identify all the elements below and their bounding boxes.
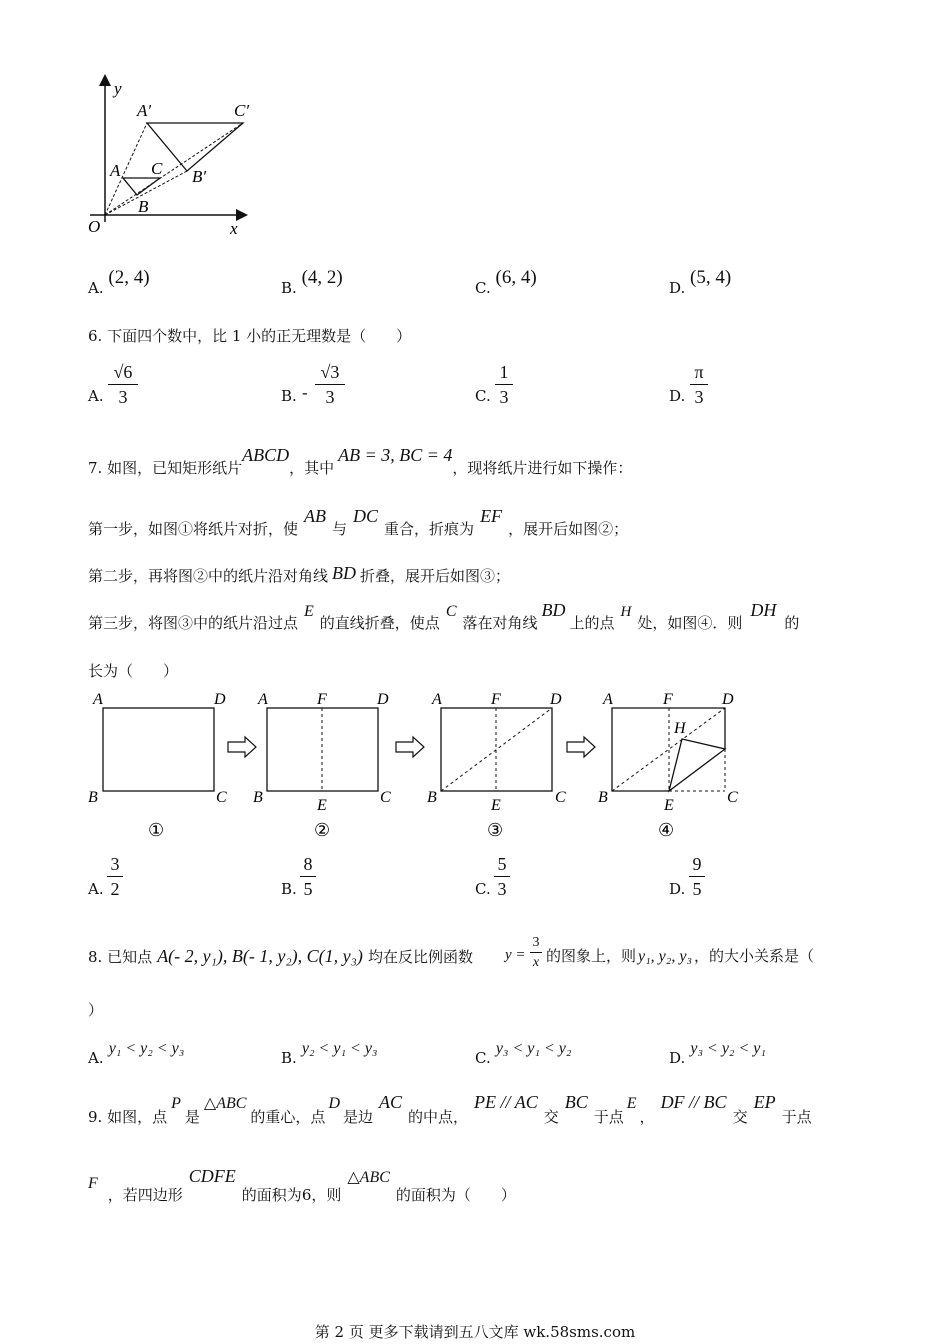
label-C: C (151, 159, 163, 178)
svg-text:A: A (432, 691, 442, 708)
svg-text:C: C (216, 789, 227, 806)
q7-option-c-letter[interactable]: C. (475, 880, 491, 898)
q7-option-b-letter[interactable]: B. (281, 880, 297, 898)
label-B: B (138, 197, 149, 216)
figure-2 (253, 691, 391, 814)
label-O: O (88, 217, 101, 236)
figure-1 (88, 691, 227, 806)
q7-step3: 第三步，将图③中的纸片沿过点E的直线折叠，使点C落在对角线BD上的点H处，如图④．则DH的 (88, 600, 800, 632)
coordinate-figure (80, 72, 260, 242)
arrow-3 (567, 737, 595, 757)
svg-text:B: B (253, 789, 263, 806)
svg-text:E: E (317, 797, 327, 814)
svg-text:A: A (258, 691, 268, 708)
page-footer: 第 2 页 更多下载请到五八文库 wk.58sms.com (314, 1323, 636, 1341)
q6-option-a-fraction: √6 3 (108, 361, 138, 408)
label-y: y (114, 79, 122, 98)
svg-text:C: C (555, 789, 566, 806)
figure-label-3: ③ (487, 820, 504, 840)
svg-text:F: F (317, 691, 327, 708)
svg-text:D: D (214, 691, 226, 708)
q6-option-d-letter[interactable]: D. (669, 387, 686, 405)
q6-option-a-letter[interactable]: A. (88, 387, 104, 405)
q6-option-c-fraction: 1 3 (495, 361, 513, 408)
q6-option-c-letter[interactable]: C. (475, 387, 491, 405)
q7-option-d-letter[interactable]: D. (669, 880, 686, 898)
label-A: A (110, 161, 121, 180)
q7-option-d-fraction: 9 5 (689, 853, 705, 900)
svg-text:B: B (427, 789, 437, 806)
q6-option-d-fraction: π 3 (690, 361, 708, 408)
q7-figures (80, 686, 760, 841)
q5-option-d[interactable]: D. (5, 4) (669, 267, 732, 297)
q5-option-b[interactable]: B. (4, 2) (281, 267, 343, 297)
svg-text:A: A (603, 691, 613, 708)
q8-func-y: y = (505, 947, 526, 963)
svg-text:C: C (727, 789, 738, 806)
q7-stem: 7. 如图，已知矩形纸片ABCD，其中AB = 3, BC = 4，现将纸片进行如下操作： (88, 445, 633, 477)
q8-option-d[interactable]: D. y₃ < y₂ < y₁ (669, 1040, 766, 1067)
q7-option-a-fraction: 3 2 (107, 853, 123, 900)
q7-step1: 第一步，如图①将纸片对折，使AB与DC重合，折痕为EF，展开后如图②； (88, 506, 629, 538)
q8-stem: 8. 已知点 A(- 2, y₁), B(- 1, y₂), C(1, y₃) 均在反比例函数 (88, 946, 473, 966)
q9-stem-2: F，若四边形CDFE的面积为6，则△ABC的面积为（ ） (88, 1166, 516, 1204)
q6-option-b-fraction: √3 3 (315, 361, 345, 408)
q7-option-c-fraction: 5 3 (494, 853, 510, 900)
figure-label-4: ④ (658, 820, 675, 840)
label-B1: B′ (192, 167, 207, 186)
svg-text:D: D (722, 691, 734, 708)
q8-option-b[interactable]: B. y₂ < y₁ < y₃ (281, 1040, 378, 1067)
figure-3 (427, 691, 566, 814)
q7-option-b-fraction: 8 5 (300, 853, 316, 900)
svg-text:E: E (664, 797, 674, 814)
q5-option-c[interactable]: C. (6, 4) (475, 267, 537, 297)
q7-option-a-letter[interactable]: A. (88, 880, 104, 898)
q7-step2: 第二步，再将图②中的纸片沿对角线 BD 折叠，展开后如图③； (88, 563, 511, 585)
svg-text:F: F (491, 691, 501, 708)
figure-label-1: ① (148, 820, 165, 840)
q9-stem: 9. 如图，点P是△ABC的重心，点D是边AC的中点，PE // AC交BC于点E，DF // BC交EP于点 (88, 1092, 812, 1126)
q6-stem: 6. 下面四个数中，比 1 小的正无理数是（ ） (88, 327, 412, 345)
figure-4 (598, 691, 738, 814)
svg-text:H: H (674, 720, 686, 737)
triangle-small (123, 178, 160, 195)
svg-text:F: F (663, 691, 673, 708)
q8-stem-2: 的图象上，则 y₁, y₂, y₃ ，的大小关系是（ (546, 947, 815, 965)
q8-option-c[interactable]: C. y₃ < y₁ < y₂ (475, 1040, 572, 1067)
arrow-2 (396, 737, 424, 757)
label-C1: C′ (234, 101, 250, 120)
label-A1: A′ (137, 101, 152, 120)
arrow-1 (228, 737, 256, 757)
q6-option-b-letter[interactable]: B. (281, 387, 297, 405)
q8-option-a[interactable]: A. y₁ < y₂ < y₃ (88, 1040, 185, 1067)
q8-func-fraction: 3 x (530, 934, 542, 971)
q7-step3-cont: 长为（ ） (88, 662, 179, 680)
q8-stem-3: ） (88, 1001, 104, 1019)
svg-text:B: B (88, 789, 98, 806)
label-x: x (230, 219, 238, 238)
svg-text:D: D (377, 691, 389, 708)
svg-text:B: B (598, 789, 608, 806)
figure-label-2: ② (314, 820, 331, 840)
q5-option-a[interactable]: A. (2, 4) (88, 267, 150, 297)
svg-text:A: A (93, 691, 103, 708)
q6-option-b-sign: - (302, 383, 308, 402)
svg-text:D: D (550, 691, 562, 708)
svg-text:E: E (491, 797, 501, 814)
svg-text:C: C (380, 789, 391, 806)
